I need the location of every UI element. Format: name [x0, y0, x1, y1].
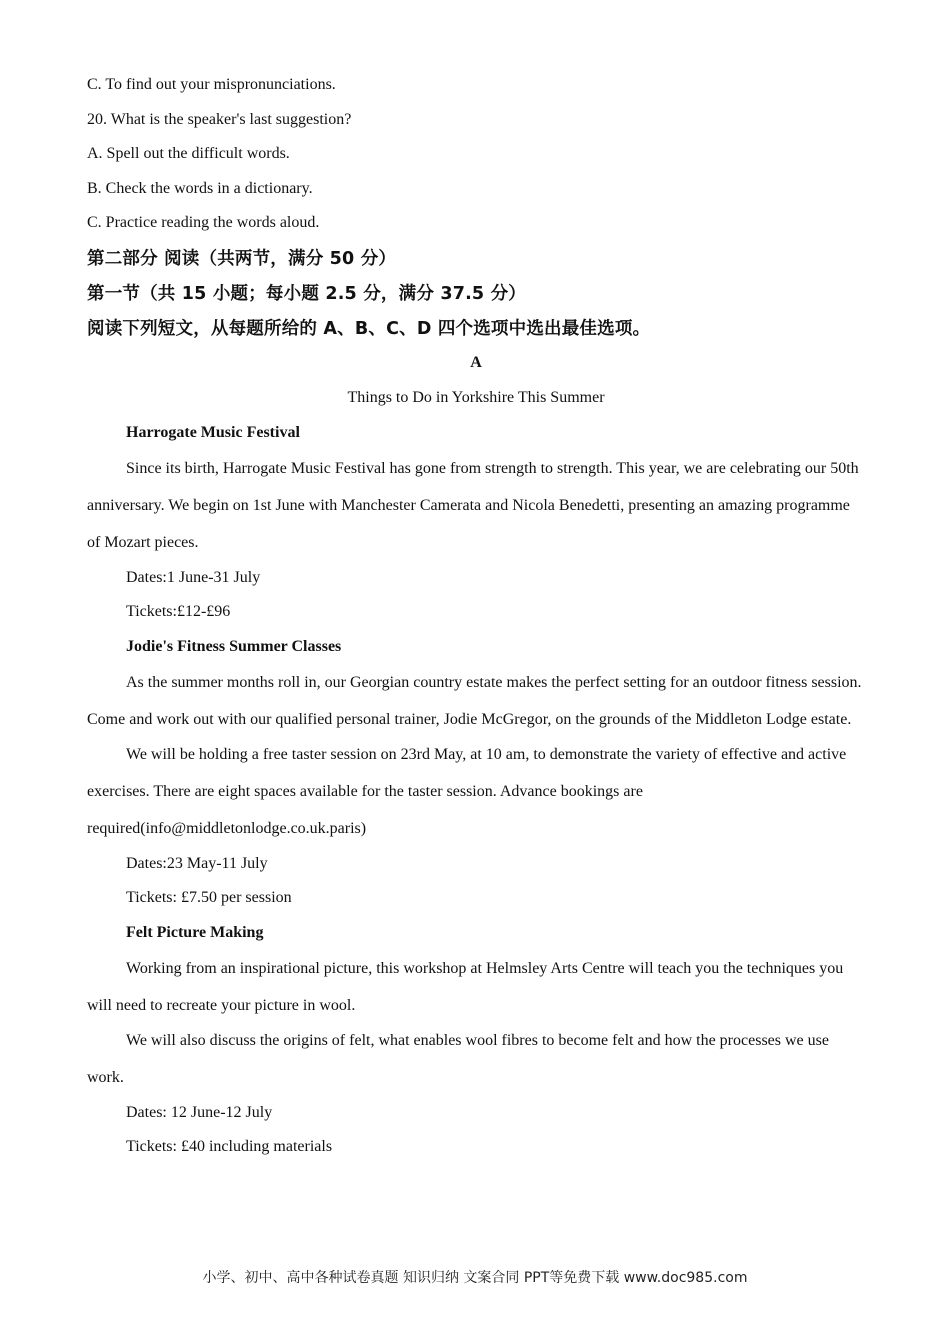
q20-stem: 20. What is the speaker's last suggestion?	[87, 110, 352, 128]
passage-title: Things to Do in Yorkshire This Summer	[347, 388, 605, 406]
event-paragraph: We will also discuss the origins of felt, what enables wool fibres to become felt and how the processes we use work.	[87, 1031, 829, 1086]
event-dates: Dates:23 May-11 July	[126, 854, 268, 872]
q20-option-b: B. Check the words in a dictionary.	[87, 179, 313, 197]
event-heading: Jodie's Fitness Summer Classes	[126, 637, 342, 655]
passage-letter: A	[470, 353, 482, 371]
document-page	[87, 74, 865, 1171]
q20-option-a: A. Spell out the difficult words.	[87, 145, 290, 162]
event-tickets: Tickets: £7.50 per session	[126, 889, 292, 906]
q19-option-c: C. To find out your mispronunciations.	[87, 76, 336, 93]
event-paragraph: Working from an inspirational picture, this workshop at Helmsley Arts Centre will teach you the techniques you will need to recreate your picture in wool.	[87, 959, 844, 1014]
instruction: 阅读下列短文，从每题所给的 A、B、C、D 四个选项中选出最佳选项。	[87, 318, 651, 339]
event-paragraph: Since its birth, Harrogate Music Festival has gone from strength to strength. This year, we are celebrating our 50th anniversary. We begin on 1st June with Manchester Camerata and Nicola Benedetti, presenting an amazing programme of Mozart pieces.	[87, 459, 859, 551]
event-dates: Dates:1 June-31 July	[126, 568, 261, 586]
event-paragraph: We will be holding a free taster session on 23rd May, at 10 am, to demonstrate the variety of effective and active exercises. There are eight spaces available for the taster session. Advance bookings are required(info@middletonlodge.co.uk.paris)	[87, 745, 847, 837]
footer-watermark: 小学、初中、高中各种试卷真题 知识归纳 文案合同 PPT等免费下载 www.doc985.com	[202, 1270, 748, 1286]
q20-option-c: C. Practice reading the words aloud.	[87, 214, 320, 231]
event-paragraph: As the summer months roll in, our Georgian country estate makes the perfect setting for an outdoor fitness session. Come and work out with our qualified personal trainer, Jodie McGregor, on the grounds of the Middleton Lodge estate.	[87, 673, 862, 728]
event-tickets: Tickets: £40 including materials	[126, 1138, 333, 1155]
event-dates: Dates: 12 June-12 July	[126, 1103, 273, 1121]
event-tickets: Tickets:£12-£96	[126, 603, 231, 620]
event-heading: Harrogate Music Festival	[126, 423, 300, 441]
part-heading: 第二部分 阅读（共两节，满分 50 分）	[87, 248, 397, 269]
event-heading: Felt Picture Making	[126, 923, 264, 941]
subsection-heading: 第一节（共 15 小题；每小题 2.5 分，满分 37.5 分）	[87, 283, 526, 304]
